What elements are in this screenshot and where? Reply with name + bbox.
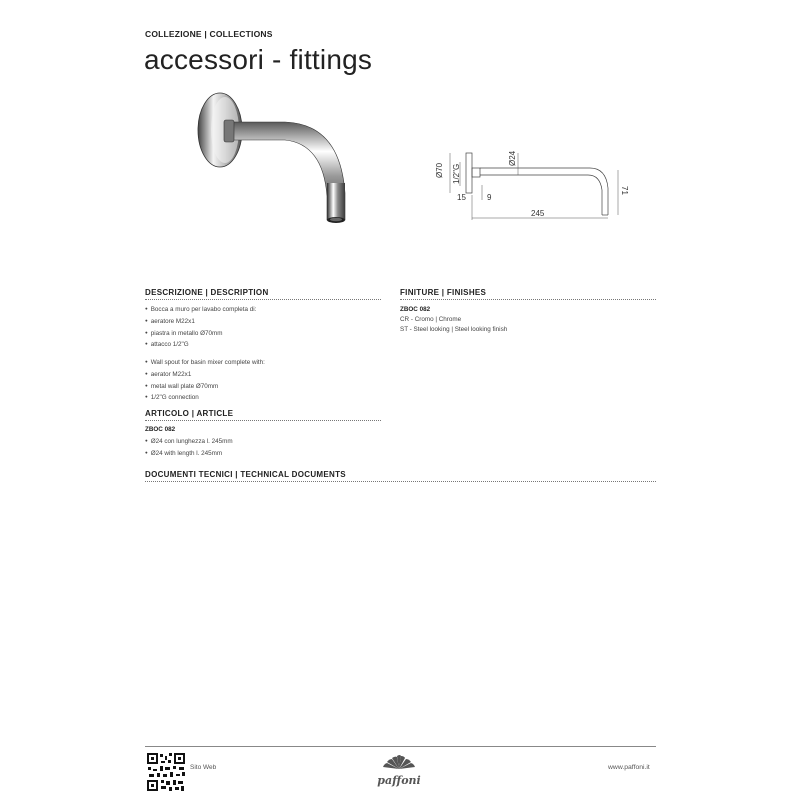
article-heading: ARTICOLO | ARTICLE — [145, 409, 234, 418]
list-item: ● 1/2"G connection — [145, 392, 265, 404]
site-label: Sito Web — [190, 764, 217, 771]
description-heading: DESCRIZIONE | DESCRIPTION — [145, 288, 269, 297]
list-item: ● Wall spout for basin mixer complete with: — [145, 357, 265, 369]
finish-steel: ST - Steel looking | Steel looking finish — [400, 326, 508, 333]
finishes-code: ZBOC 082 — [400, 306, 431, 313]
finishes-heading: FINITURE | FINISHES — [400, 288, 487, 297]
footer-divider — [145, 746, 656, 747]
list-item: ● attacco 1/2"G — [145, 339, 256, 351]
paffoni-logo — [370, 752, 428, 788]
qr-code-icon[interactable] — [146, 752, 186, 792]
description-it-list — [145, 304, 256, 351]
dim-thread-label: 1/2"G — [452, 163, 461, 184]
dim-pipe-label: Ø24 — [508, 150, 517, 166]
dim-plate-label: Ø70 — [435, 162, 444, 178]
list-item: ● Bocca a muro per lavabo completa di: — [145, 304, 256, 316]
list-item: ● aeratore M22x1 — [145, 316, 256, 328]
list-item: ● metal wall plate Ø70mm — [145, 381, 265, 393]
dim-offset-label: 9 — [487, 193, 492, 202]
finish-chrome: CR - Cromo | Chrome — [400, 316, 462, 323]
article-divider — [145, 420, 381, 421]
description-divider — [145, 299, 381, 300]
page-title: accessori - fittings — [144, 44, 373, 75]
website-link[interactable]: www.paffoni.it — [608, 764, 650, 771]
logo-wordmark: paffoni — [377, 774, 421, 787]
list-item: ● Ø24 with length l. 245mm — [145, 448, 233, 460]
list-item: ● aerator M22x1 — [145, 369, 265, 381]
technical-drawing — [420, 140, 640, 225]
finishes-divider — [400, 299, 656, 300]
dim-height-label: 71 — [620, 186, 629, 195]
article-list — [145, 436, 233, 460]
dim-depth-label: 15 — [457, 193, 466, 202]
tech-docs-heading: DOCUMENTI TECNICI | TECHNICAL DOCUMENTS — [145, 470, 346, 479]
dim-length-label: 245 — [531, 209, 545, 218]
article-code: ZBOC 082 — [145, 426, 176, 433]
list-item: ● piastra in metallo Ø70mm — [145, 328, 256, 340]
collections-label: COLLEZIONE | COLLECTIONS — [145, 29, 273, 39]
tech-docs-divider — [145, 481, 656, 482]
product-photo — [190, 88, 360, 238]
description-en-list — [145, 357, 265, 404]
list-item: ● Ø24 con lunghezza l. 245mm — [145, 436, 233, 448]
